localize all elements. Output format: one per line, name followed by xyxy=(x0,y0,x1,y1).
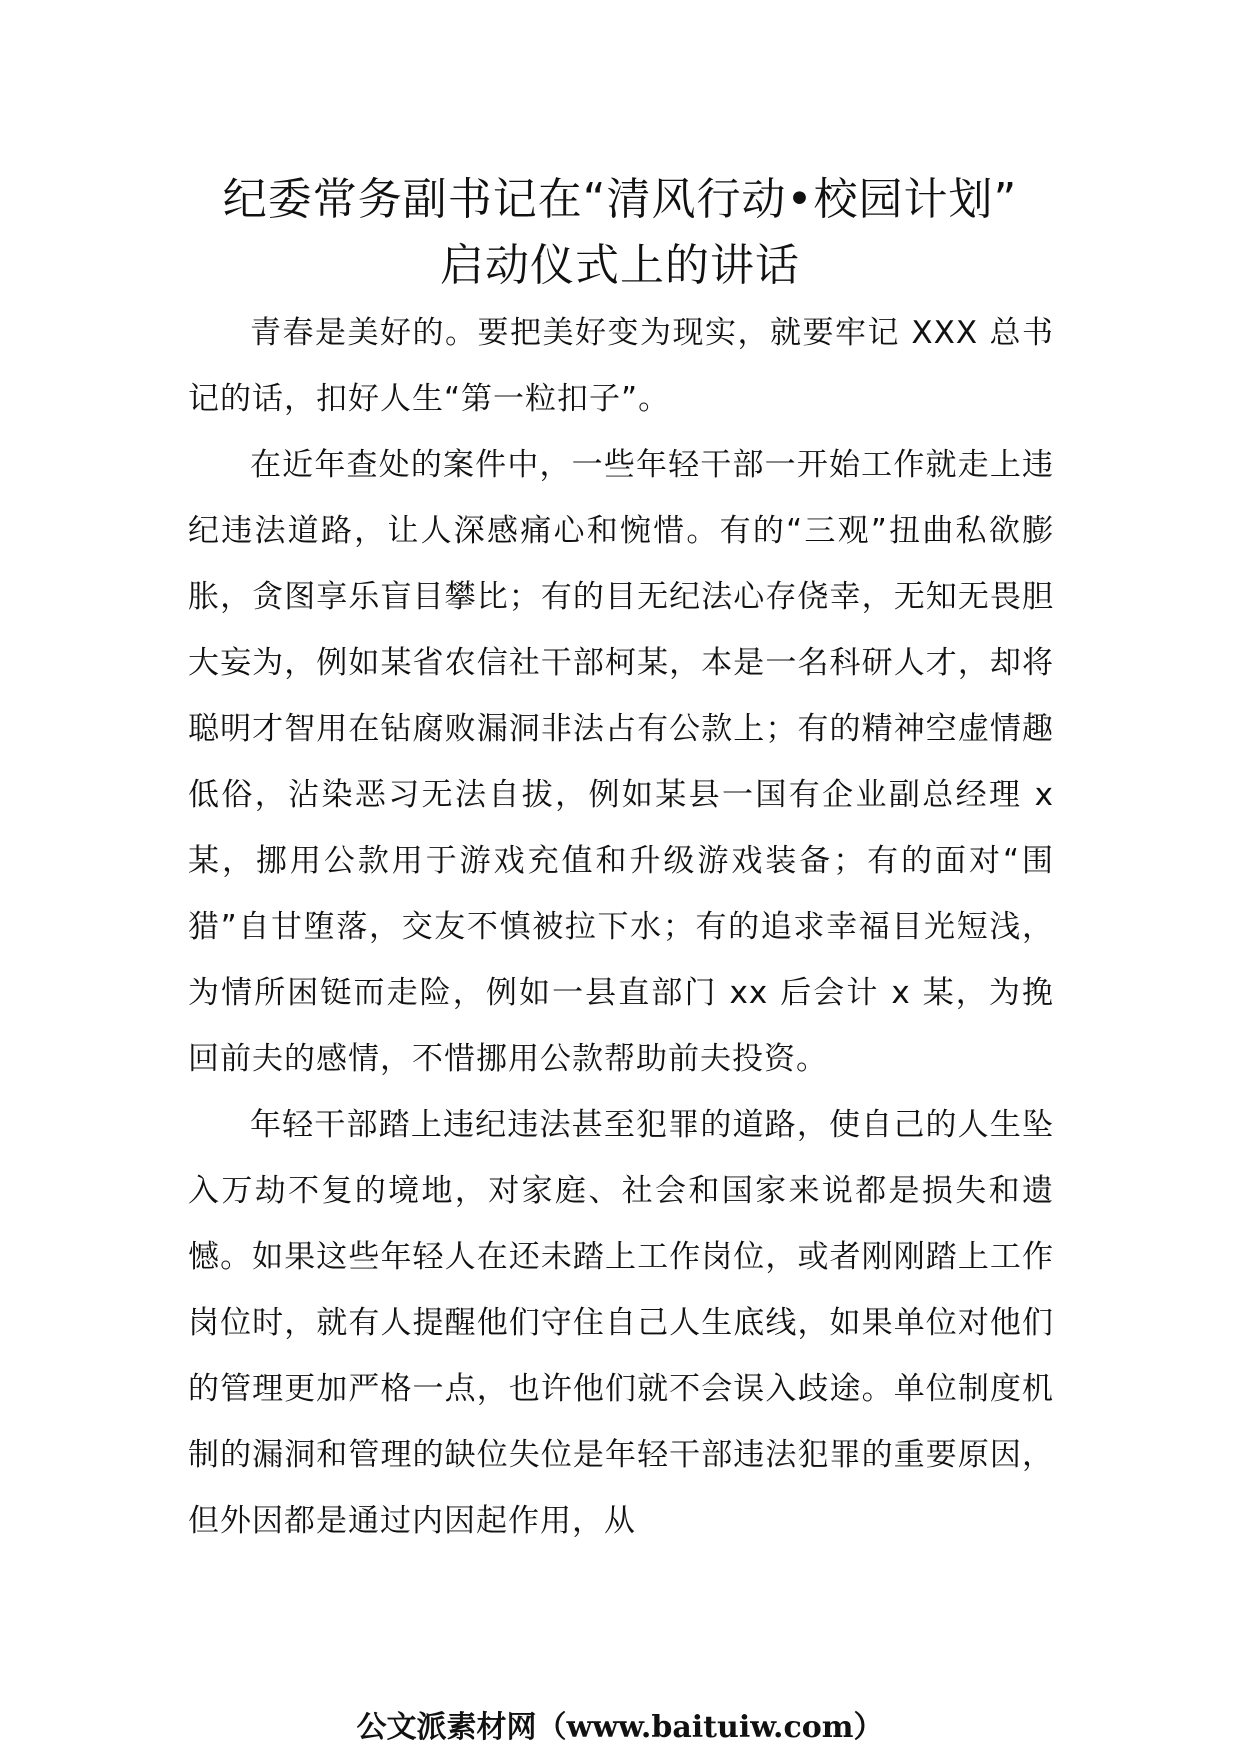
document-title-line-2: 启动仪式上的讲话 xyxy=(440,240,800,291)
page-footer-watermark: 公文派素材网（www.baituiw.com） xyxy=(356,1710,884,1745)
paragraph-2: 在近年查处的案件中，一些年轻干部一开始工作就走上违纪违法道路，让人深感痛心和惋惜。有的“三观”扭曲私欲膨胀，贪图享乐盲目攀比；有的目无纪法心存侥幸，无知无畏胆大妄为，例如某省农信社干部柯某，本是一名科研人才，却将聪明才智用在钻腐败漏洞非法占有公款上；有的精神空虚情趣低俗，沾染恶习无法自拔，例如某县一国有企业副总经理 x 某，挪用公款用于游戏充值和升级游戏装备；有的面对“围猎”自甘堕落，交友不慎被拉下水；有的追求幸福目光短浅，为情所困铤而走险，例如一县直部门 xx 后会计 x 某，为挽回前夫的感情，不惜挪用公款帮助前夫投资。 xyxy=(188,447,1054,1077)
paragraph-1: 青春是美好的。要把美好变为现实，就要牢记 XXX 总书记的话，扣好人生“第一粒扣子”。 xyxy=(188,315,1054,417)
document-body xyxy=(188,300,1054,1554)
document-title-line-1: 纪委常务副书记在“清风行动•校园计划” xyxy=(222,174,1018,225)
paragraph-3: 年轻干部踏上违纪违法甚至犯罪的道路，使自己的人生坠入万劫不复的境地，对家庭、社会和国家来说都是损失和遗憾。如果这些年轻人在还未踏上工作岗位，或者刚刚踏上工作岗位时，就有人提醒他们守住自己人生底线，如果单位对他们的管理更加严格一点，也许他们就不会误入歧途。单位制度机制的漏洞和管理的缺位失位是年轻干部违法犯罪的重要原因，但外因都是通过内因起作用，从 xyxy=(188,1107,1054,1539)
